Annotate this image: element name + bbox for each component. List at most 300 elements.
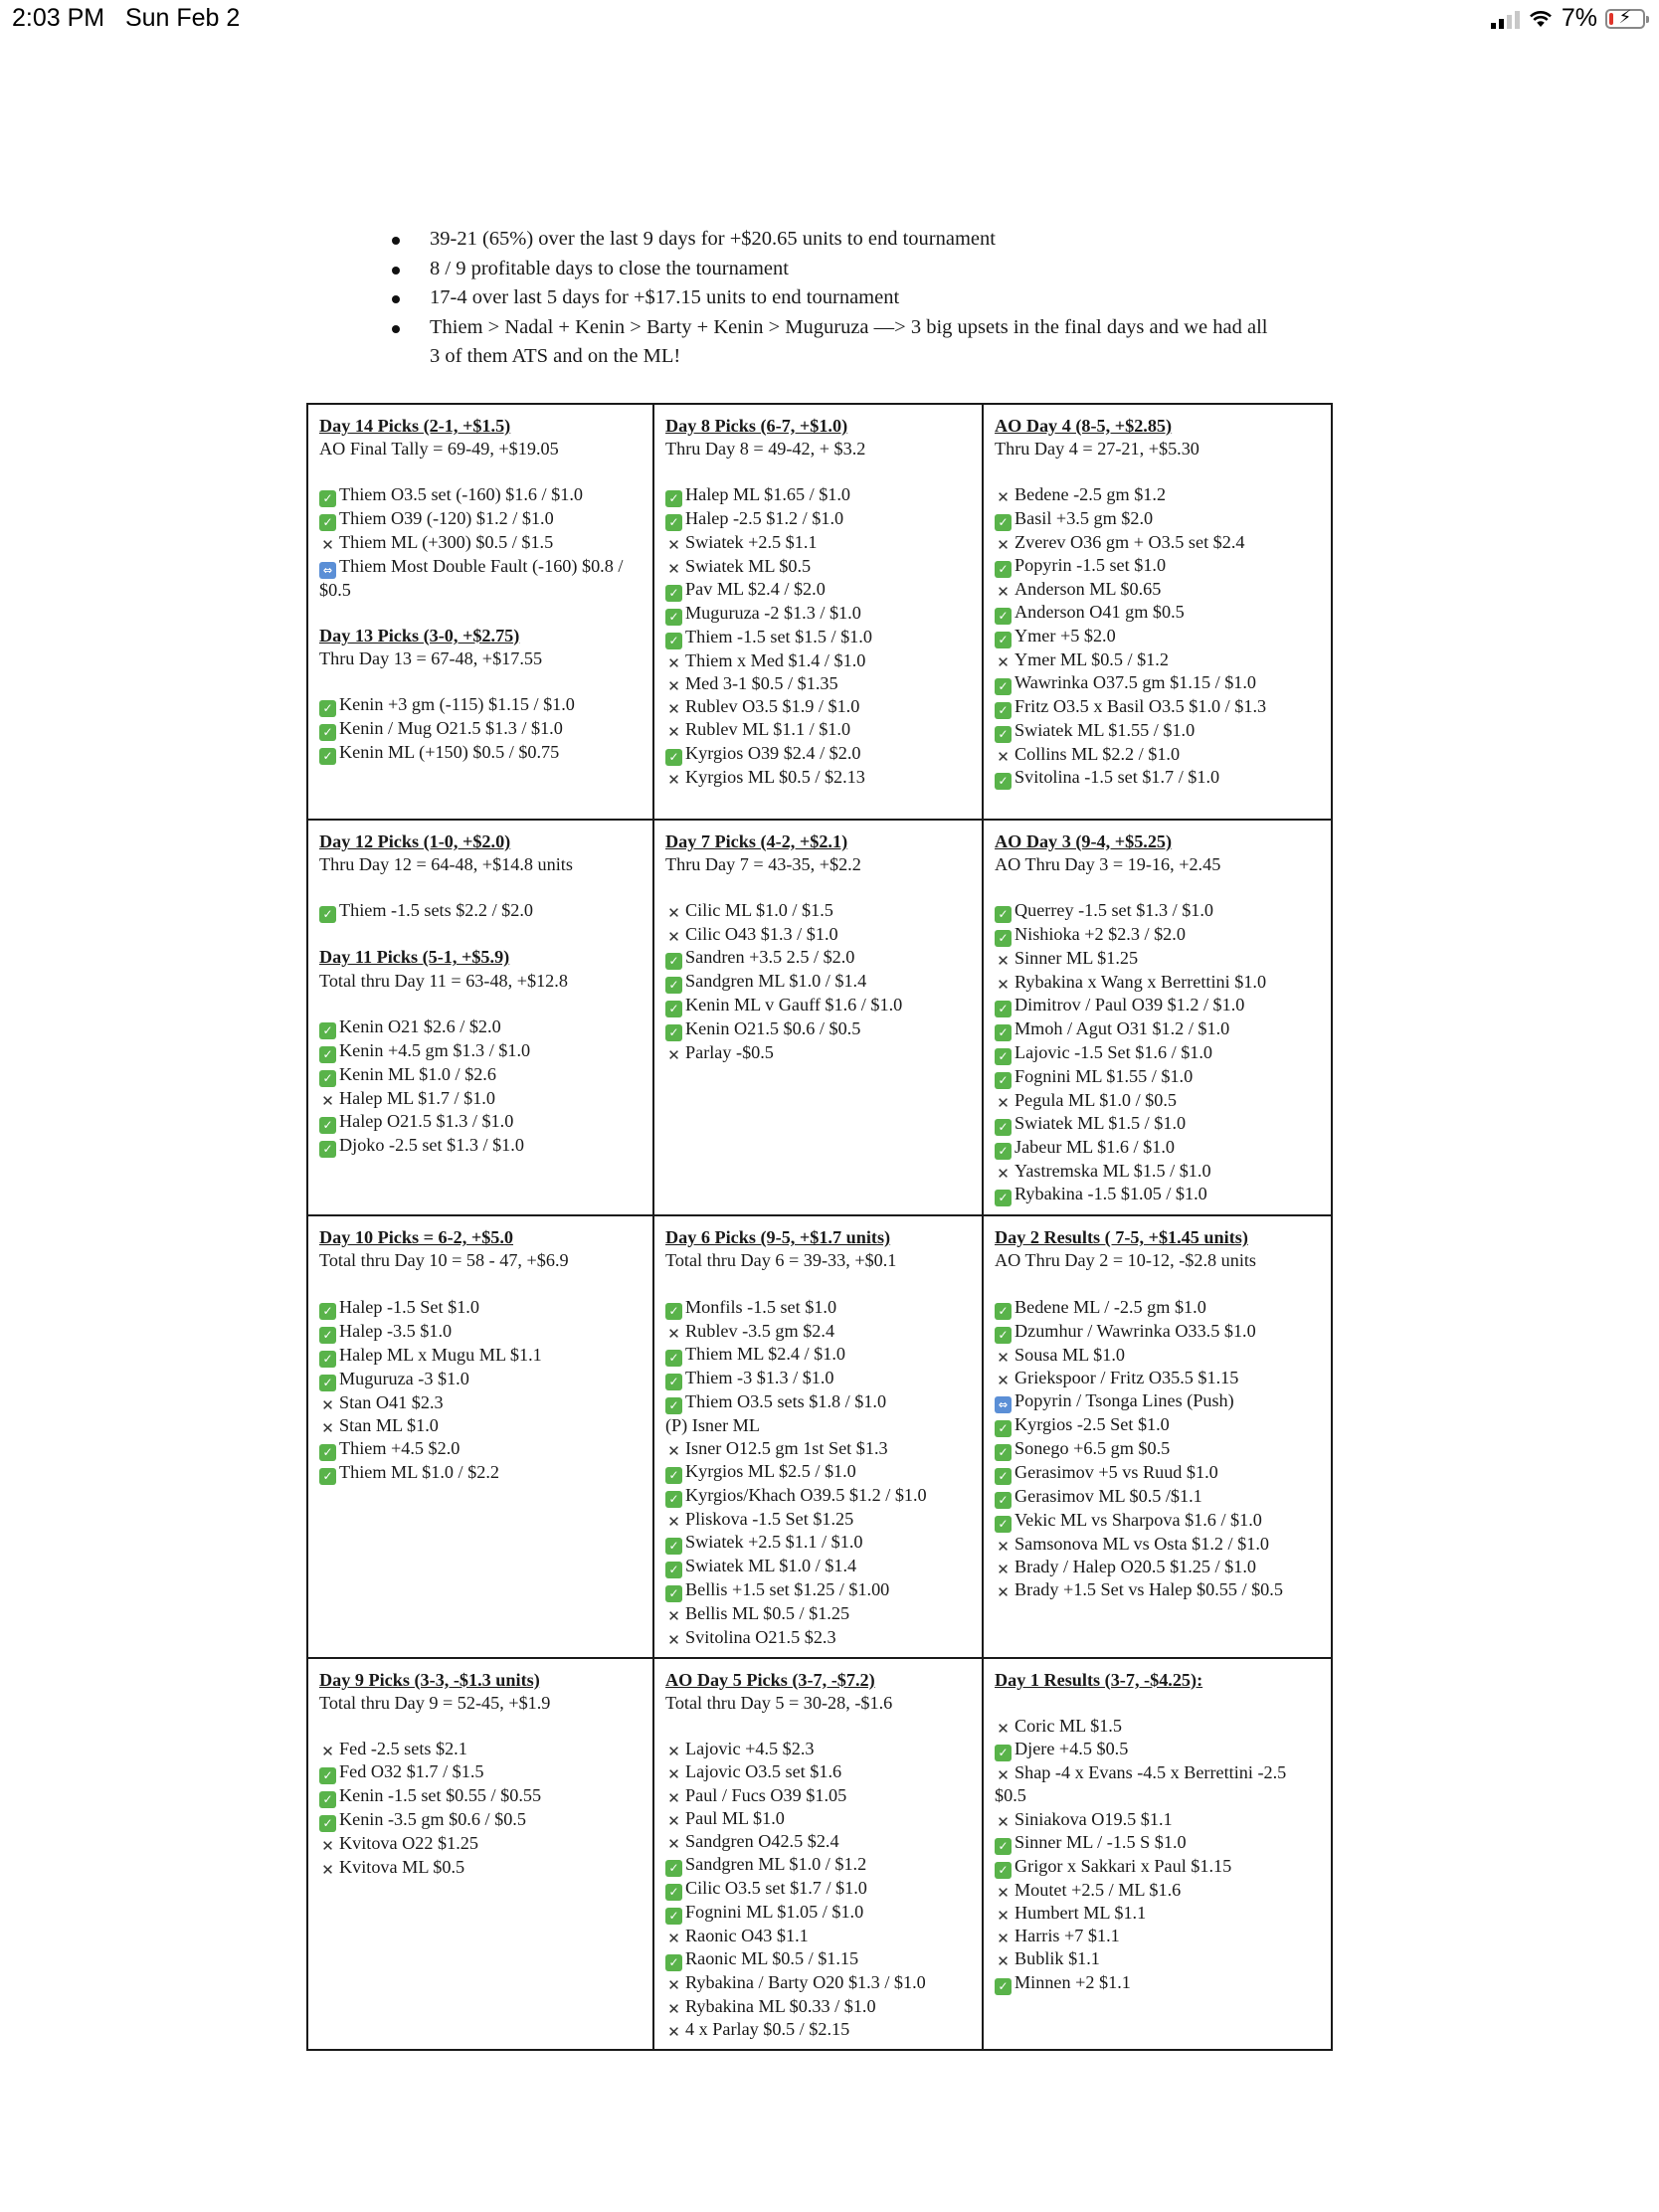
day-tally: AO Thru Day 2 = 10-12, -$2.8 units	[995, 1250, 1257, 1271]
pick-row	[665, 1531, 972, 1555]
pick-text: Sonego +6.5 gm $0.5	[1014, 1438, 1171, 1459]
pick-text: Kenin O21.5 $0.6 / $0.5	[685, 1017, 861, 1038]
pick-row	[995, 947, 1321, 970]
pick-row	[319, 1856, 643, 1879]
pick-text: Minnen +2 $1.1	[1014, 1971, 1131, 1992]
pick-text: Nishioka +2 $2.3 / $2.0	[1014, 924, 1186, 945]
pick-text: Lajovic +4.5 $2.3	[685, 1739, 815, 1759]
check-mark-icon: ✓	[665, 1860, 682, 1877]
pick-row	[995, 1533, 1321, 1556]
pick-text: Kenin -3.5 gm $0.6 / $0.5	[339, 1809, 526, 1830]
day-title: Day 11 Picks (5-1, +$5.9)	[319, 947, 510, 968]
pick-text: Thiem -1.5 sets $2.2 / $2.0	[339, 900, 533, 921]
pick-row	[995, 1925, 1321, 1947]
spacer	[319, 876, 643, 899]
pick-row	[995, 1183, 1321, 1206]
pick-text: Thiem +4.5 $2.0	[339, 1438, 461, 1459]
pick-row	[995, 1485, 1321, 1509]
cross-mark-icon: ✕	[667, 927, 680, 946]
pick-row	[319, 741, 643, 765]
pick-text: Kenin ML (+150) $0.5 / $0.75	[339, 742, 560, 763]
check-mark-icon: ✓	[995, 1072, 1012, 1089]
pick-text: Kyrgios O39 $2.4 / $2.0	[685, 742, 861, 763]
pick-row	[319, 1296, 643, 1320]
pick-text: Anderson ML $0.65	[1014, 578, 1162, 599]
pick-row	[665, 1390, 972, 1414]
cross-mark-icon: ✕	[667, 1811, 680, 1830]
pick-row	[995, 601, 1321, 625]
check-mark-icon: ✓	[319, 1791, 336, 1808]
check-mark-icon: ✓	[319, 1375, 336, 1391]
pick-text: Sandren +3.5 2.5 / $2.0	[685, 946, 855, 967]
pick-row	[995, 531, 1321, 554]
pick-row	[665, 1925, 972, 1947]
spacer	[319, 461, 643, 483]
cross-mark-icon: ✕	[997, 1583, 1010, 1602]
cross-mark-icon: ✕	[997, 1883, 1010, 1902]
pick-row	[665, 578, 972, 602]
pick-row	[319, 1832, 643, 1855]
pick-text: Brady / Halep O20.5 $1.25 / $1.0	[1014, 1557, 1256, 1577]
status-date: Sun Feb 2	[124, 4, 241, 32]
pick-row	[319, 555, 643, 602]
pick-text: Kenin ML $1.0 / $2.6	[339, 1063, 496, 1084]
pick-text: Bublik $1.1	[1014, 1948, 1100, 1969]
pick-row	[665, 946, 972, 970]
cross-mark-icon: ✕	[667, 1513, 680, 1532]
pick-row	[665, 555, 972, 578]
pick-row	[665, 1738, 972, 1760]
pick-row	[995, 578, 1321, 601]
cross-mark-icon: ✕	[997, 653, 1010, 672]
pick-text: Thiem O3.5 sets $1.8 / $1.0	[685, 1390, 887, 1411]
day-tally: Total thru Day 11 = 63-48, +$12.8	[319, 970, 568, 991]
check-mark-icon: ✓	[665, 1303, 682, 1320]
day-title: Day 7 Picks (4-2, +$2.1)	[665, 831, 848, 851]
check-mark-icon: ✓	[665, 1585, 682, 1602]
day-tally: Thru Day 8 = 49-42, + $3.2	[665, 439, 866, 460]
check-mark-icon: ✓	[995, 514, 1012, 531]
check-mark-icon: ✓	[665, 490, 682, 507]
pick-row	[665, 2018, 972, 2041]
pick-text: Raonic O43 $1.1	[685, 1926, 809, 1946]
pick-row	[665, 1830, 972, 1853]
pick-text: Gerasimov ML $0.5 /$1.1	[1014, 1486, 1202, 1507]
pick-row	[995, 1160, 1321, 1183]
pick-row	[665, 1877, 972, 1901]
pick-text: Thiem O3.5 set (-160) $1.6 / $1.0	[339, 484, 583, 505]
cross-mark-icon: ✕	[667, 1930, 680, 1948]
pick-row	[995, 1879, 1321, 1902]
pick-row	[665, 1555, 972, 1578]
cross-mark-icon: ✕	[667, 1765, 680, 1784]
pick-row	[665, 742, 972, 766]
pick-row	[319, 1808, 643, 1832]
check-mark-icon: ✓	[319, 700, 336, 717]
check-mark-icon: ✓	[995, 702, 1012, 719]
summary-item: Thiem > Nadal + Kenin > Barty + Kenin > Muguruza —> 3 big upsets in the final days and we had all 3 of them ATS and on the ML!	[386, 313, 1281, 372]
check-mark-icon: ✓	[319, 1303, 336, 1320]
pick-row	[665, 1947, 972, 1971]
pick-text: Kyrgios -2.5 Set $1.0	[1014, 1414, 1170, 1435]
pick-row	[319, 483, 643, 507]
check-mark-icon: ✓	[665, 953, 682, 970]
spacer	[995, 1273, 1321, 1296]
pick-text: Mmoh / Agut O31 $1.2 / $1.0	[1014, 1017, 1230, 1038]
pick-row	[665, 531, 972, 554]
pick-row	[665, 1807, 972, 1830]
pick-row	[665, 1414, 972, 1437]
pick-text: Fed -2.5 sets $2.1	[339, 1739, 467, 1759]
pick-row	[665, 602, 972, 626]
pick-row	[995, 1578, 1321, 1601]
check-mark-icon: ✓	[665, 1397, 682, 1414]
check-mark-icon: ✓	[665, 1374, 682, 1390]
check-mark-icon: ✓	[665, 1538, 682, 1555]
pick-text: Dzumhur / Wawrinka O33.5 $1.0	[1014, 1320, 1256, 1341]
day-title: Day 8 Picks (6-7, +$1.0)	[665, 416, 848, 436]
pick-row	[319, 1784, 643, 1808]
cross-mark-icon: ✕	[321, 536, 334, 555]
cross-mark-icon: ✕	[667, 559, 680, 578]
check-mark-icon: ✓	[319, 514, 336, 531]
pick-text: Coric ML $1.5	[1014, 1716, 1122, 1737]
pick-row	[995, 648, 1321, 671]
cross-mark-icon: ✕	[667, 1324, 680, 1343]
spacer	[319, 1273, 643, 1296]
pick-row	[995, 1461, 1321, 1485]
picks-cell	[307, 404, 653, 820]
pick-row	[995, 1089, 1321, 1112]
pick-text: Dimitrov / Paul O39 $1.2 / $1.0	[1014, 994, 1245, 1014]
pick-text: Sandgren O42.5 $2.4	[685, 1831, 839, 1852]
pick-row	[995, 1344, 1321, 1367]
cross-mark-icon: ✕	[321, 1091, 334, 1110]
check-mark-icon: ✓	[995, 1492, 1012, 1509]
pick-text: Cilic O43 $1.3 / $1.0	[685, 923, 838, 944]
check-mark-icon: ✓	[995, 930, 1012, 947]
cellular-signal-icon	[1491, 9, 1520, 29]
pick-row	[995, 1320, 1321, 1344]
cross-mark-icon: ✕	[667, 1999, 680, 2018]
pick-row	[995, 923, 1321, 947]
spacer	[665, 876, 972, 899]
picks-cell	[653, 1215, 983, 1658]
pick-text: Monfils -1.5 set $1.0	[685, 1296, 837, 1317]
pick-row	[995, 1041, 1321, 1065]
check-mark-icon: ✓	[665, 1467, 682, 1484]
check-mark-icon: ✓	[319, 1070, 336, 1087]
battery-charging-icon: ⚡	[1605, 9, 1645, 29]
pick-text: Kyrgios ML $0.5 / $2.13	[685, 766, 865, 787]
status-time: 2:03 PM	[12, 4, 105, 32]
picks-cell	[983, 820, 1332, 1215]
pick-row	[995, 1715, 1321, 1738]
spacer	[319, 602, 643, 625]
check-mark-icon: ✓	[995, 1001, 1012, 1017]
cross-mark-icon: ✕	[997, 1348, 1010, 1367]
check-mark-icon: ✓	[995, 632, 1012, 648]
pick-row	[319, 1391, 643, 1414]
cross-mark-icon: ✕	[997, 1952, 1010, 1971]
pick-row	[995, 1065, 1321, 1089]
cross-mark-icon: ✕	[997, 535, 1010, 554]
pick-row	[665, 626, 972, 649]
pick-text: Sandgren ML $1.0 / $1.2	[685, 1854, 867, 1875]
spacer	[995, 876, 1321, 899]
pick-text: Thiem Most Double Fault (-160) $0.8 / $0.5	[319, 555, 624, 600]
day-title: Day 13 Picks (3-0, +$2.75)	[319, 625, 520, 645]
check-mark-icon: ✓	[665, 609, 682, 626]
pick-text: Swiatek ML $1.55 / $1.0	[1014, 720, 1196, 741]
cross-mark-icon: ✕	[997, 952, 1010, 971]
pick-text: Swiatek ML $1.0 / $1.4	[685, 1556, 857, 1576]
pick-row	[319, 531, 643, 554]
pick-text: Basil +3.5 gm $2.0	[1014, 507, 1154, 528]
summary-item: 39-21 (65%) over the last 9 days for +$20.65 units to end tournament	[386, 225, 1281, 255]
cross-mark-icon: ✕	[997, 1093, 1010, 1112]
pick-text: Kenin ML v Gauff $1.6 / $1.0	[685, 994, 903, 1014]
cross-mark-icon: ✕	[667, 723, 680, 742]
check-mark-icon: ✓	[995, 1048, 1012, 1065]
pick-text: Sandgren ML $1.0 / $1.4	[685, 970, 867, 991]
day-title: Day 2 Results ( 7-5, +$1.45 units)	[995, 1227, 1248, 1248]
pick-row	[665, 1784, 972, 1807]
pick-row	[319, 1437, 643, 1461]
pick-row	[665, 766, 972, 789]
pick-row	[319, 1344, 643, 1368]
pick-row	[665, 1578, 972, 1602]
pick-text: Bellis +1.5 set $1.25 / $1.00	[685, 1579, 890, 1600]
pick-row	[995, 1017, 1321, 1041]
check-mark-icon: ✓	[665, 1350, 682, 1367]
pick-text: Kvitova ML $0.5	[339, 1856, 465, 1877]
check-mark-icon: ✓	[319, 1327, 336, 1344]
pick-text: Halep ML $1.7 / $1.0	[339, 1087, 495, 1108]
status-bar	[0, 0, 1659, 40]
pick-row	[319, 1015, 643, 1039]
spacer	[319, 1715, 643, 1738]
cross-mark-icon: ✕	[321, 1395, 334, 1414]
check-mark-icon: ✓	[995, 726, 1012, 743]
pick-row	[995, 695, 1321, 719]
check-mark-icon: ✓	[995, 1190, 1012, 1206]
pick-text: Thiem ML $2.4 / $1.0	[685, 1343, 845, 1364]
pick-row	[665, 994, 972, 1017]
pick-text: Thiem x Med $1.4 / $1.0	[685, 649, 866, 670]
pick-text: Querrey -1.5 set $1.3 / $1.0	[1014, 900, 1214, 921]
pick-text: Paul / Fucs O39 $1.05	[685, 1784, 847, 1805]
check-mark-icon: ✓	[665, 977, 682, 994]
day-tally: Total thru Day 5 = 30-28, -$1.6	[665, 1693, 893, 1714]
check-mark-icon: ✓	[995, 1327, 1012, 1344]
pick-row	[995, 1761, 1321, 1807]
pick-row	[319, 1134, 643, 1158]
pick-text: Halep -1.5 Set $1.0	[339, 1296, 479, 1317]
pick-text: Pegula ML $1.0 / $0.5	[1014, 1089, 1178, 1110]
check-mark-icon: ✓	[995, 1024, 1012, 1041]
pick-row	[665, 1971, 972, 1994]
pick-text: Fognini ML $1.05 / $1.0	[685, 1902, 864, 1923]
pick-row	[995, 483, 1321, 506]
cross-mark-icon: ✕	[321, 1837, 334, 1856]
check-mark-icon: ✓	[665, 1562, 682, 1578]
battery-percent: 7%	[1561, 4, 1597, 32]
picks-cell	[307, 1658, 653, 2050]
pick-text: Rublev -3.5 gm $2.4	[685, 1320, 835, 1341]
pick-row	[319, 717, 643, 741]
day-title: Day 6 Picks (9-5, +$1.7 units)	[665, 1227, 891, 1248]
wifi-icon	[1528, 9, 1554, 29]
pick-row	[995, 1136, 1321, 1160]
check-mark-icon: ✓	[995, 1468, 1012, 1485]
check-mark-icon: ✓	[665, 585, 682, 602]
cross-mark-icon: ✕	[997, 488, 1010, 507]
pick-row	[665, 1460, 972, 1484]
pick-row	[995, 1389, 1321, 1413]
pick-text: Swiatek +2.5 $1.1 / $1.0	[685, 1532, 863, 1553]
pick-text: Djere +4.5 $0.5	[1014, 1739, 1129, 1759]
pick-text: Rybakina / Barty O20 $1.3 / $1.0	[685, 1972, 926, 1993]
pick-row	[995, 766, 1321, 790]
push-arrows-icon: ⇔	[995, 1396, 1012, 1413]
pick-text: Popyrin / Tsonga Lines (Push)	[1014, 1390, 1234, 1411]
cross-mark-icon: ✕	[667, 1630, 680, 1649]
pick-row	[319, 1320, 643, 1344]
picks-cell	[307, 820, 653, 1215]
day-title: Day 12 Picks (1-0, +$2.0)	[319, 831, 511, 851]
cross-mark-icon: ✕	[321, 1418, 334, 1437]
cross-mark-icon: ✕	[667, 770, 680, 789]
pick-text: Anderson O41 gm $0.5	[1014, 602, 1185, 623]
cross-mark-icon: ✕	[667, 1976, 680, 1995]
pick-text: Bellis ML $0.5 / $1.25	[685, 1603, 850, 1624]
pick-text: Kyrgios ML $2.5 / $1.0	[685, 1461, 856, 1482]
day-tally: Total thru Day 6 = 39-33, +$0.1	[665, 1250, 897, 1271]
pick-text: Harris +7 $1.1	[1014, 1926, 1120, 1946]
pick-text: Kvitova O22 $1.25	[339, 1833, 478, 1854]
cross-mark-icon: ✕	[997, 748, 1010, 767]
spacer	[319, 923, 643, 946]
pick-row	[319, 1063, 643, 1087]
check-mark-icon: ✓	[665, 1024, 682, 1041]
pick-text: Moutet +2.5 / ML $1.6	[1014, 1879, 1182, 1900]
cross-mark-icon: ✕	[667, 1442, 680, 1461]
check-mark-icon: ✓	[319, 1444, 336, 1461]
check-mark-icon: ✓	[995, 773, 1012, 790]
check-mark-icon: ✓	[995, 1745, 1012, 1761]
check-mark-icon: ✓	[665, 749, 682, 766]
pick-text: Kyrgios/Khach O39.5 $1.2 / $1.0	[685, 1485, 927, 1506]
pick-row	[319, 693, 643, 717]
check-mark-icon: ✓	[995, 678, 1012, 695]
pick-text: Med 3-1 $0.5 / $1.35	[685, 673, 838, 694]
pick-row	[995, 1947, 1321, 1970]
cross-mark-icon: ✕	[997, 975, 1010, 994]
pick-row	[319, 1087, 643, 1110]
pick-text: Zverev O36 gm + O3.5 set $2.4	[1014, 531, 1245, 552]
pick-text: Kenin +3 gm (-115) $1.15 / $1.0	[339, 694, 575, 715]
pick-text: Griekspoor / Fritz O35.5 $1.15	[1014, 1367, 1239, 1387]
pick-row	[995, 1831, 1321, 1855]
pick-row	[995, 994, 1321, 1017]
pick-row	[995, 1296, 1321, 1320]
check-mark-icon: ✓	[319, 1141, 336, 1158]
pick-row	[665, 1901, 972, 1925]
pick-row	[995, 1808, 1321, 1831]
pick-row	[665, 1508, 972, 1531]
cross-mark-icon: ✕	[667, 700, 680, 719]
pick-text: Pav ML $2.4 / $2.0	[685, 578, 826, 599]
pick-row	[319, 507, 643, 531]
cross-mark-icon: ✕	[997, 582, 1010, 601]
status-indicators	[1491, 4, 1645, 33]
pick-row	[665, 507, 972, 531]
pick-row	[319, 1110, 643, 1134]
picks-cell	[307, 1215, 653, 1658]
spacer	[665, 1715, 972, 1738]
check-mark-icon: ✓	[665, 1954, 682, 1971]
pick-text: Stan ML $1.0	[339, 1414, 439, 1435]
cross-mark-icon: ✕	[997, 1930, 1010, 1948]
pick-text: Parlay -$0.5	[685, 1041, 774, 1062]
pick-text: Jabeur ML $1.6 / $1.0	[1014, 1137, 1175, 1158]
day-tally: AO Final Tally = 69-49, +$19.05	[319, 439, 559, 460]
cross-mark-icon: ✕	[321, 1743, 334, 1761]
pick-row	[319, 1760, 643, 1784]
check-mark-icon: ✓	[995, 1516, 1012, 1533]
pick-text: Kenin O21 $2.6 / $2.0	[339, 1015, 501, 1036]
summary-list	[386, 225, 1281, 372]
pick-text: Ymer ML $0.5 / $1.2	[1014, 649, 1169, 670]
pick-row	[995, 743, 1321, 766]
cross-mark-icon: ✕	[667, 904, 680, 923]
pick-text: Cilic ML $1.0 / $1.5	[685, 900, 833, 921]
pick-text: Thiem O39 (-120) $1.2 / $1.0	[339, 508, 554, 529]
pick-row	[995, 899, 1321, 923]
cross-mark-icon: ✕	[997, 1766, 1010, 1785]
day-title: Day 14 Picks (2-1, +$1.5)	[319, 416, 511, 436]
check-mark-icon: ✓	[319, 1117, 336, 1134]
pick-row	[995, 1437, 1321, 1461]
pick-row	[995, 554, 1321, 578]
picks-cell	[653, 404, 983, 820]
cross-mark-icon: ✕	[997, 1538, 1010, 1557]
pick-row	[665, 923, 972, 946]
day-tally: Thru Day 12 = 64-48, +$14.8 units	[319, 854, 573, 875]
pick-text: Lajovic O3.5 set $1.6	[685, 1761, 842, 1782]
pick-text: Halep ML $1.65 / $1.0	[685, 484, 851, 505]
status-time-date	[12, 4, 240, 33]
pick-text: 4 x Parlay $0.5 / $2.15	[685, 2018, 850, 2039]
pick-text: Halep -3.5 $1.0	[339, 1320, 453, 1341]
pick-text: Paul ML $1.0	[685, 1807, 785, 1828]
pick-row	[319, 1414, 643, 1437]
check-mark-icon: ✓	[319, 906, 336, 923]
check-mark-icon: ✓	[995, 1303, 1012, 1320]
pick-row	[665, 1995, 972, 2018]
pick-text: Kenin +4.5 gm $1.3 / $1.0	[339, 1039, 531, 1060]
pick-text: Swiatek ML $1.5 / $1.0	[1014, 1113, 1187, 1134]
day-tally: Total thru Day 10 = 58 - 47, +$6.9	[319, 1250, 569, 1271]
pick-row	[995, 719, 1321, 743]
pick-text: Sinner ML $1.25	[1014, 948, 1139, 969]
cross-mark-icon: ✕	[667, 1835, 680, 1854]
pick-row	[665, 1367, 972, 1390]
pick-text: Sousa ML $1.0	[1014, 1344, 1125, 1365]
pick-text: Humbert ML $1.1	[1014, 1903, 1147, 1924]
check-mark-icon: ✓	[995, 561, 1012, 578]
